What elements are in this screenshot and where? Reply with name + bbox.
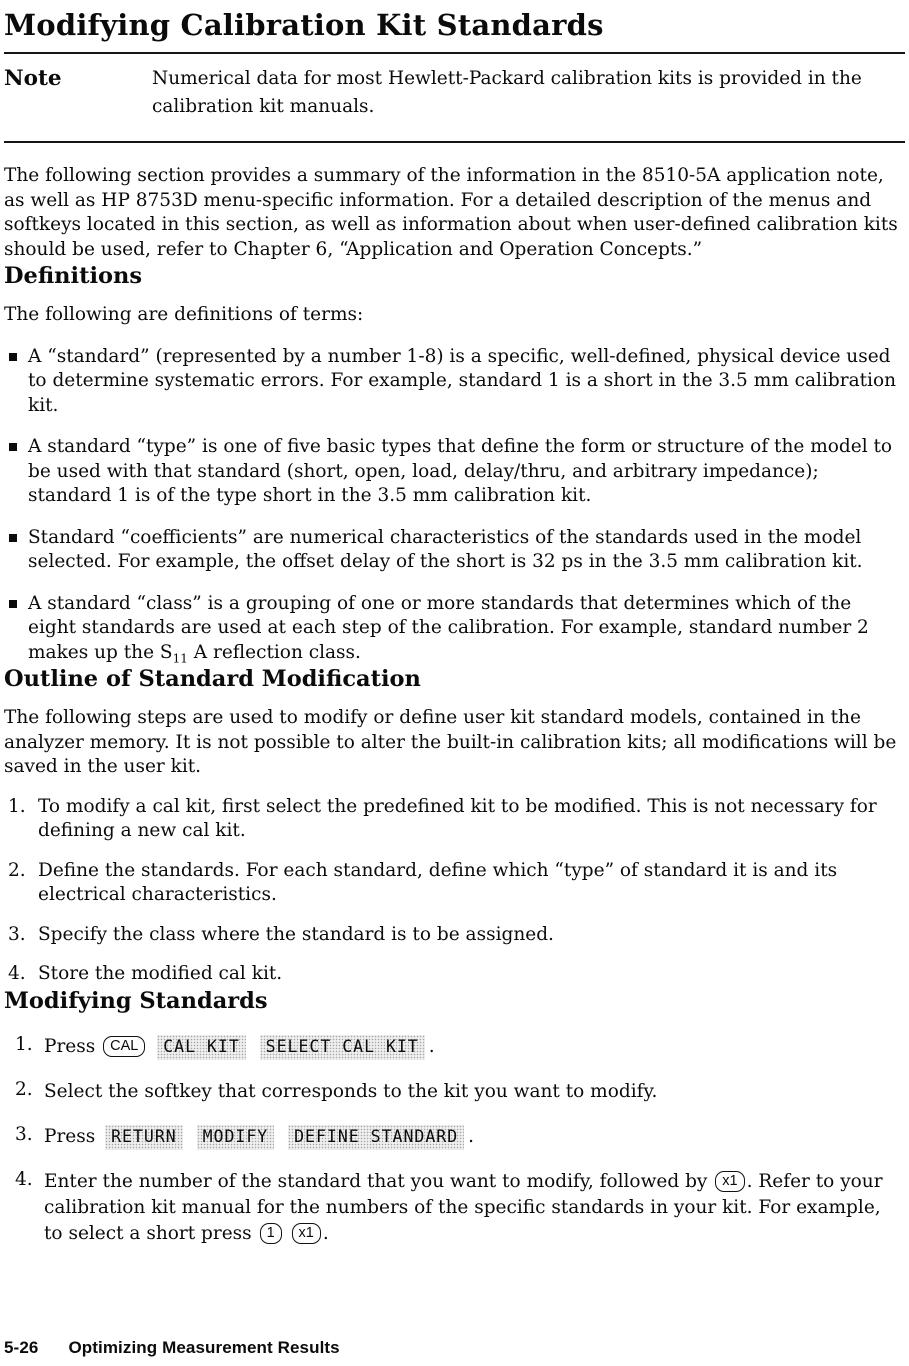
- x1-hardkey: x1: [292, 1223, 321, 1244]
- step-text: Specify the class where the standard is to be assigned.: [38, 923, 554, 945]
- note-label: Note: [4, 66, 62, 91]
- select-cal-kit-softkey: SELECT CAL KIT: [260, 1035, 425, 1060]
- step-number: 3.: [15, 1123, 33, 1145]
- intro-paragraph: The following section provides a summary of the information in the 8510-5A application note, as well as HP 8753D menu-specific information. For a detailed description of the menus and softkeys located in this section, as well as information about when user-defined calibration kits should be used, refer to Chapter 6, “Application and Operation Concepts.”: [4, 165, 898, 260]
- modifying-step-list: [4, 1034, 905, 1247]
- step-number: 1.: [15, 1033, 33, 1055]
- outline-heading: Outline of Standard Modification: [4, 666, 421, 692]
- page-footer: [4, 1336, 340, 1361]
- bullet-text: A standard “type” is one of five basic types that define the form or structure of the model to be used with that standard (short, open, load, delay/thru, and arbitrary impedance); standard 1 is of the type short in the 3.5 mm calibration kit.: [28, 436, 893, 506]
- modifying-step-1: [4, 1034, 905, 1060]
- step-text-tail: .: [428, 1035, 435, 1057]
- step-text: Press: [44, 1125, 96, 1147]
- step-text-tail: .: [468, 1125, 475, 1147]
- square-bullet-icon: [9, 600, 17, 608]
- step-number: 3.: [8, 923, 26, 945]
- outline-step-list: [4, 795, 905, 987]
- modifying-step-4: [4, 1169, 905, 1247]
- step-text: Store the modified cal kit.: [38, 963, 283, 984]
- modify-softkey: MODIFY: [197, 1125, 275, 1150]
- modifying-standards-heading: Modifying Standards: [4, 987, 268, 1014]
- return-softkey: RETURN: [105, 1125, 183, 1150]
- note-block: [4, 54, 905, 141]
- step-text: Select the softkey that corresponds to the kit you want to modify.: [44, 1080, 658, 1102]
- footer-chapter-title: Optimizing Measurement Results: [68, 1337, 340, 1357]
- outline-step-1: [4, 795, 905, 844]
- definition-bullet-type: [4, 435, 905, 509]
- divider-note-bottom: [4, 141, 905, 143]
- step-text: Press: [44, 1035, 96, 1057]
- definition-bullet-class: [4, 592, 905, 666]
- page-title: Modifying Calibration Kit Standards: [4, 8, 604, 42]
- define-standard-softkey: DEFINE STANDARD: [288, 1125, 464, 1150]
- footer-page-number: 5-26: [4, 1337, 39, 1357]
- outline-step-2: [4, 859, 905, 908]
- step-text: To modify a cal kit, first select the predefined kit to be modified. This is not necessary for defining a new cal kit.: [38, 795, 877, 841]
- cal-hardkey: CAL: [103, 1036, 145, 1057]
- bullet-text: A “standard” (represented by a number 1-8) is a specific, well-defined, physical device used to determine systematic errors. For example, standard 1 is a short in the 3.5 mm calibration kit.: [28, 345, 897, 416]
- outline-intro: The following steps are used to modify or define user kit standard models, contained in the analyzer memory. It is not possible to alter the built-in calibration kits; all modifications will be saved in the user kit.: [4, 707, 897, 777]
- step-text-tail: .: [322, 1222, 329, 1244]
- step-text: Enter the number of the standard that you want to modify, followed by: [44, 1170, 708, 1192]
- outline-step-3: [4, 923, 905, 948]
- square-bullet-icon: [9, 443, 17, 451]
- subscript-s11: 11: [172, 651, 188, 666]
- square-bullet-icon: [9, 534, 17, 542]
- step-number: 2.: [15, 1078, 33, 1100]
- definitions-lead: The following are definitions of terms:: [4, 304, 364, 325]
- definitions-bullet-list: [4, 345, 905, 666]
- step-number: 4.: [15, 1168, 33, 1190]
- note-text: Numerical data for most Hewlett-Packard calibration kits is provided in the calibration kit manuals.: [152, 68, 862, 117]
- bullet-text: Standard “coefficients” are numerical characteristics of the standards used in the model selected. For example, the offset delay of the short is 32 ps in the 3.5 mm calibration kit.: [28, 526, 863, 572]
- one-hardkey: 1: [260, 1223, 282, 1244]
- definitions-heading: Definitions: [4, 263, 143, 289]
- modifying-step-3: [4, 1124, 905, 1150]
- definition-bullet-coefficients: [4, 526, 905, 575]
- step-number: 1.: [8, 795, 26, 817]
- step-text: Define the standards. For each standard, define which “type” of standard it is and its electrical characteristics.: [38, 859, 838, 905]
- x1-hardkey: x1: [715, 1171, 744, 1192]
- bullet-text: A standard “class” is a grouping of one or more standards that determines which of the eight standards are used at each step of the calibration. For example, standard number 2 makes up the S: [28, 592, 869, 663]
- bullet-text-post: A reflection class.: [187, 641, 361, 663]
- modifying-step-2: [4, 1079, 905, 1105]
- step-text: . Refer to your calibration kit manual for the numbers of the specific standards in your kit. For example, to select a short press: [44, 1170, 883, 1244]
- step-number: 2.: [8, 859, 26, 881]
- square-bullet-icon: [9, 353, 17, 361]
- outline-step-4: [4, 962, 905, 987]
- definition-bullet-standard: [4, 345, 905, 419]
- cal-kit-softkey: CAL KIT: [157, 1035, 246, 1060]
- step-number: 4.: [8, 963, 26, 984]
